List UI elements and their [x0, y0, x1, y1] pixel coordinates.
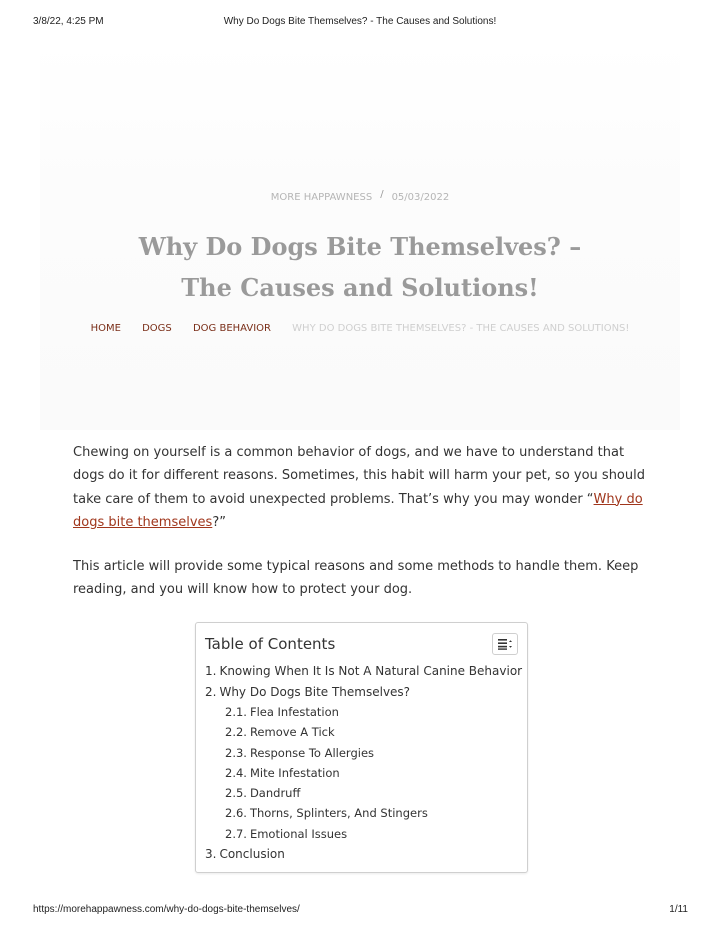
print-datetime: 3/8/22, 4:25 PM	[33, 16, 104, 27]
toc-item-number: 2.6.	[225, 806, 247, 821]
toc-item-label: Response To Allergies	[249, 745, 375, 760]
toc-item-number: 2.5.	[225, 786, 247, 801]
toc-toggle-button[interactable]	[492, 633, 518, 655]
toc-list	[205, 661, 525, 865]
article-body	[73, 441, 648, 623]
list-toggle-icon	[497, 638, 513, 650]
toc-item[interactable]	[205, 844, 525, 865]
toc-item-label: Thorns, Splinters, And Stingers	[249, 806, 428, 821]
post-date: 05/03/2022	[391, 192, 450, 203]
article-paragraph	[73, 441, 648, 534]
toc-item-label: Emotional Issues	[249, 826, 348, 841]
print-footer	[0, 904, 720, 918]
toc-item-number: 2.1.	[225, 705, 247, 719]
post-author[interactable]: MORE HAPPAWNESS	[270, 192, 373, 203]
toc-subitem[interactable]	[205, 763, 525, 783]
toc-subitem[interactable]	[205, 702, 525, 722]
toc-subitem[interactable]	[205, 824, 525, 844]
toc-item[interactable]	[205, 661, 525, 682]
toc-title: Table of Contents	[205, 635, 336, 653]
print-page-title: Why Do Dogs Bite Themselves? - The Causes and Solutions!	[223, 16, 497, 27]
meta-separator: /	[380, 189, 384, 200]
page-title: Why Do Dogs Bite Themselves? – The Causes and Solutions!	[138, 232, 582, 302]
print-page-count: 1/11	[669, 904, 688, 915]
toc-subitem[interactable]	[205, 722, 525, 742]
post-meta	[0, 189, 720, 203]
toc-subitem[interactable]	[205, 803, 525, 823]
toc-item-label: Knowing When It Is Not A Natural Canine Behavior	[219, 664, 523, 678]
breadcrumb	[0, 323, 720, 334]
toc-subitem[interactable]	[205, 783, 525, 803]
breadcrumb-dog-behavior[interactable]: DOG BEHAVIOR	[192, 323, 271, 334]
toc-item-label: Flea Infestation	[249, 705, 339, 719]
breadcrumb-dogs[interactable]: DOGS	[142, 323, 172, 334]
toc-item-number: 3.	[205, 847, 217, 862]
breadcrumb-home[interactable]: HOME	[90, 323, 121, 334]
paragraph-text: Chewing on yourself is a common behavior of dogs, and we have to understand that dogs do it for different reasons. Sometimes, this habit will harm your pet, so you should take care of them to avoid unexpected problems. That’s why you may wonder “	[73, 445, 645, 507]
toc-subitem[interactable]	[205, 743, 525, 763]
toc-item-label: Why Do Dogs Bite Themselves?	[219, 684, 411, 699]
toc-item[interactable]	[205, 682, 525, 703]
toc-item-number: 2.4.	[225, 765, 247, 780]
toc-item-number: 2.7.	[225, 826, 247, 841]
print-header	[0, 16, 720, 30]
toc-item-number: 2.	[205, 684, 217, 699]
toc-item-number: 2.3.	[225, 745, 247, 760]
article-paragraph: This article will provide some typical reasons and some methods to handle them. Keep reading, and you will know how to protect your dog.	[73, 559, 639, 598]
toc-item-label: Conclusion	[219, 847, 285, 862]
table-of-contents	[195, 622, 528, 873]
toc-item-number: 1.	[205, 664, 217, 678]
toc-item-label: Dandruff	[249, 786, 301, 801]
breadcrumb-current: WHY DO DOGS BITE THEMSELVES? - THE CAUSES AND SOLUTIONS!	[292, 323, 630, 334]
toc-item-number: 2.2.	[225, 725, 247, 740]
article-link[interactable]: Why do dogs bite themselves	[73, 491, 643, 530]
toc-item-label: Mite Infestation	[249, 765, 340, 780]
print-url: https://morehappawness.com/why-do-dogs-bite-themselves/	[33, 904, 300, 915]
paragraph-text: ?”	[212, 514, 226, 530]
toc-item-label: Remove A Tick	[249, 725, 335, 740]
